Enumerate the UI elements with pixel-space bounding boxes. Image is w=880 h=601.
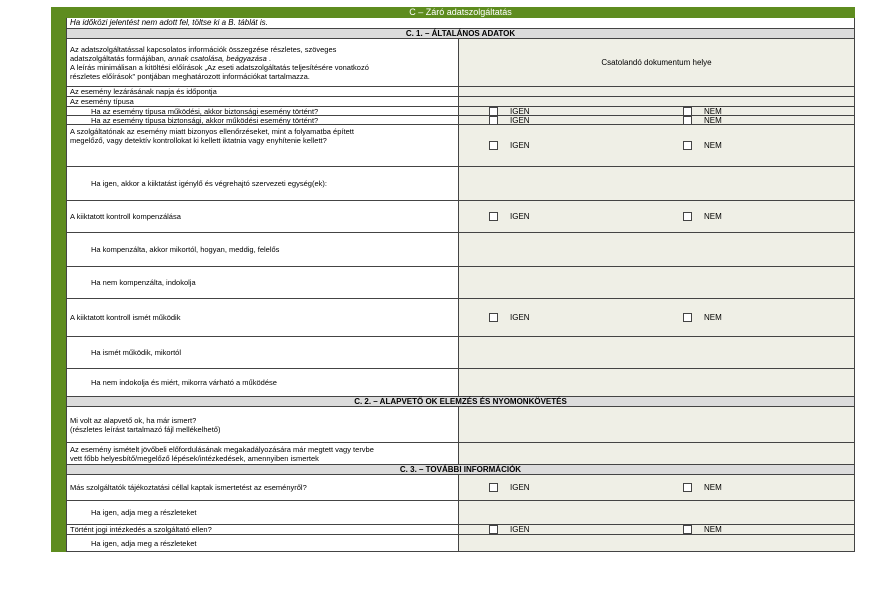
row-if-compensated [66, 233, 855, 267]
event-type-field[interactable] [458, 97, 854, 106]
yes-checkbox[interactable] [489, 313, 498, 322]
row-controls [66, 125, 855, 167]
row-compensation [66, 201, 855, 233]
root-cause-field[interactable] [458, 407, 854, 442]
no-checkbox[interactable] [683, 116, 692, 125]
summary-line-2: adatszolgáltatás formájában, annak csatolása, beágyazása . [70, 53, 271, 63]
other-providers-label: Más szolgáltatók tájékoztatási céllal kaptak ismertetést az eseményről? [70, 483, 307, 492]
attachment-field[interactable]: Csatolandó dokumentum helye [458, 39, 854, 86]
if-works-again-field[interactable] [458, 337, 854, 368]
form-table [66, 7, 855, 552]
row-if-works-again [66, 337, 855, 369]
type-security-label: Ha az esemény típusa biztonsági, akkor működési esemény történt? [91, 115, 319, 125]
if-yes-units-field[interactable] [458, 167, 854, 200]
row-other-providers [66, 475, 855, 501]
compensation-label: A kiiktatott kontroll kompenzálása [70, 212, 181, 221]
section-c3-header: C. 3. – TOVÁBBI INFORMÁCIÓK [66, 465, 855, 475]
row-control-works-again [66, 299, 855, 337]
no-checkbox[interactable] [683, 141, 692, 150]
controls-answer: IGEN NEM [458, 125, 854, 166]
prevention-field[interactable] [458, 443, 854, 464]
row-summary [66, 39, 855, 87]
row-if-yes-units [66, 167, 855, 201]
yes-checkbox[interactable] [489, 212, 498, 221]
event-type-label: Az esemény típusa [70, 97, 134, 106]
closing-date-field[interactable] [458, 87, 854, 96]
yes-checkbox[interactable] [489, 525, 498, 534]
form-note: Ha időközi jelentést nem adott fel, töltse ki a B. táblát is. [66, 18, 855, 29]
row-if-yes-details-2 [66, 535, 855, 552]
if-not-compensated-label: Ha nem kompenzálta, indokolja [91, 278, 196, 287]
yes-checkbox[interactable] [489, 483, 498, 492]
no-checkbox[interactable] [683, 483, 692, 492]
prevention-label: Az esemény ismételt jövőbeli előfordulásának megakadályozására már megtett vagy tervbe vett főbb helyesbítő/megelőző lépések/intézkedések, amennyiben ismertek [70, 444, 374, 463]
if-yes-details-label-2: Ha igen, adja meg a részleteket [91, 538, 197, 548]
yes-checkbox[interactable] [489, 116, 498, 125]
left-accent-bar [51, 7, 66, 552]
if-not-compensated-field[interactable] [458, 267, 854, 298]
if-yes-details-field-1[interactable] [458, 501, 854, 524]
type-security-answer: IGEN NEM [458, 116, 854, 124]
closing-date-label: Az esemény lezárásának napja és időpontja [70, 87, 217, 96]
if-yes-details-field-2[interactable] [458, 535, 854, 551]
compensation-answer: IGEN NEM [458, 201, 854, 232]
legal-action-answer: IGEN NEM [458, 525, 854, 534]
row-if-not-compensated [66, 267, 855, 299]
if-compensated-label: Ha kompenzálta, akkor mikortól, hogyan, meddig, felelős [91, 245, 280, 254]
type-operational-answer: IGEN NEM [458, 107, 854, 115]
summary-label [70, 39, 455, 86]
row-legal-action [66, 525, 855, 535]
row-prevention [66, 443, 855, 465]
legal-action-label: Történt jogi intézkedés a szolgáltató ellen? [70, 525, 212, 534]
no-checkbox[interactable] [683, 212, 692, 221]
control-works-again-label: A kiiktatott kontroll ismét működik [70, 313, 181, 322]
no-checkbox[interactable] [683, 313, 692, 322]
no-checkbox[interactable] [683, 107, 692, 116]
if-compensated-field[interactable] [458, 233, 854, 266]
form-sheet [51, 7, 855, 552]
if-works-again-label: Ha ismét működik, mikortól [91, 348, 182, 357]
controls-label: A szolgáltatónak az esemény miatt bizonyos ellenőrzéseket, mint a folyamatba épített megelőző, vagy detektív kontrollokat ki kellett iktatnia vagy enyhítenie kellett? [70, 127, 354, 145]
if-yes-details-label-1: Ha igen, adja meg a részleteket [91, 508, 197, 517]
control-works-again-answer: IGEN NEM [458, 299, 854, 336]
row-if-not-works [66, 369, 855, 397]
if-not-works-field[interactable] [458, 369, 854, 396]
type-operational-label: Ha az esemény típusa működési, akkor biztonsági esemény történt? [91, 106, 319, 116]
section-c2-header: C. 2. – ALAPVETŐ OK ELEMZÉS ÉS NYOMONKÖVETÉS [66, 397, 855, 407]
no-checkbox[interactable] [683, 525, 692, 534]
if-not-works-label: Ha nem indokolja és miért, mikorra várható a működése [91, 378, 277, 387]
form-title: C – Záró adatszolgáltatás [66, 7, 855, 18]
row-closing-date [66, 87, 855, 97]
summary-line-4: részletes előírások" pontjában meghatározott információkat tartalmazza. [70, 71, 310, 81]
row-if-yes-details-1 [66, 501, 855, 525]
row-event-type [66, 97, 855, 107]
other-providers-answer: IGEN NEM [458, 475, 854, 500]
summary-line-3: A leírás minimálisan a kitöltési előírások „Az eseti adatszolgáltatás teljesítésére vonatkozó [70, 62, 369, 72]
if-yes-units-label: Ha igen, akkor a kiiktatást igénylő és végrehajtó szervezeti egység(ek): [91, 179, 327, 188]
summary-line-1: Az adatszolgáltatással kapcsolatos információk összegzése részletes, szöveges [70, 44, 337, 54]
row-root-cause [66, 407, 855, 443]
row-type-security [66, 116, 855, 125]
section-c1-header: C. 1. – ÁLTALÁNOS ADATOK [66, 29, 855, 39]
yes-checkbox[interactable] [489, 141, 498, 150]
yes-checkbox[interactable] [489, 107, 498, 116]
root-cause-label: Mi volt az alapvető ok, ha már ismert? (részletes leírást tartalmazó fájl mellékelhető) [70, 415, 221, 434]
